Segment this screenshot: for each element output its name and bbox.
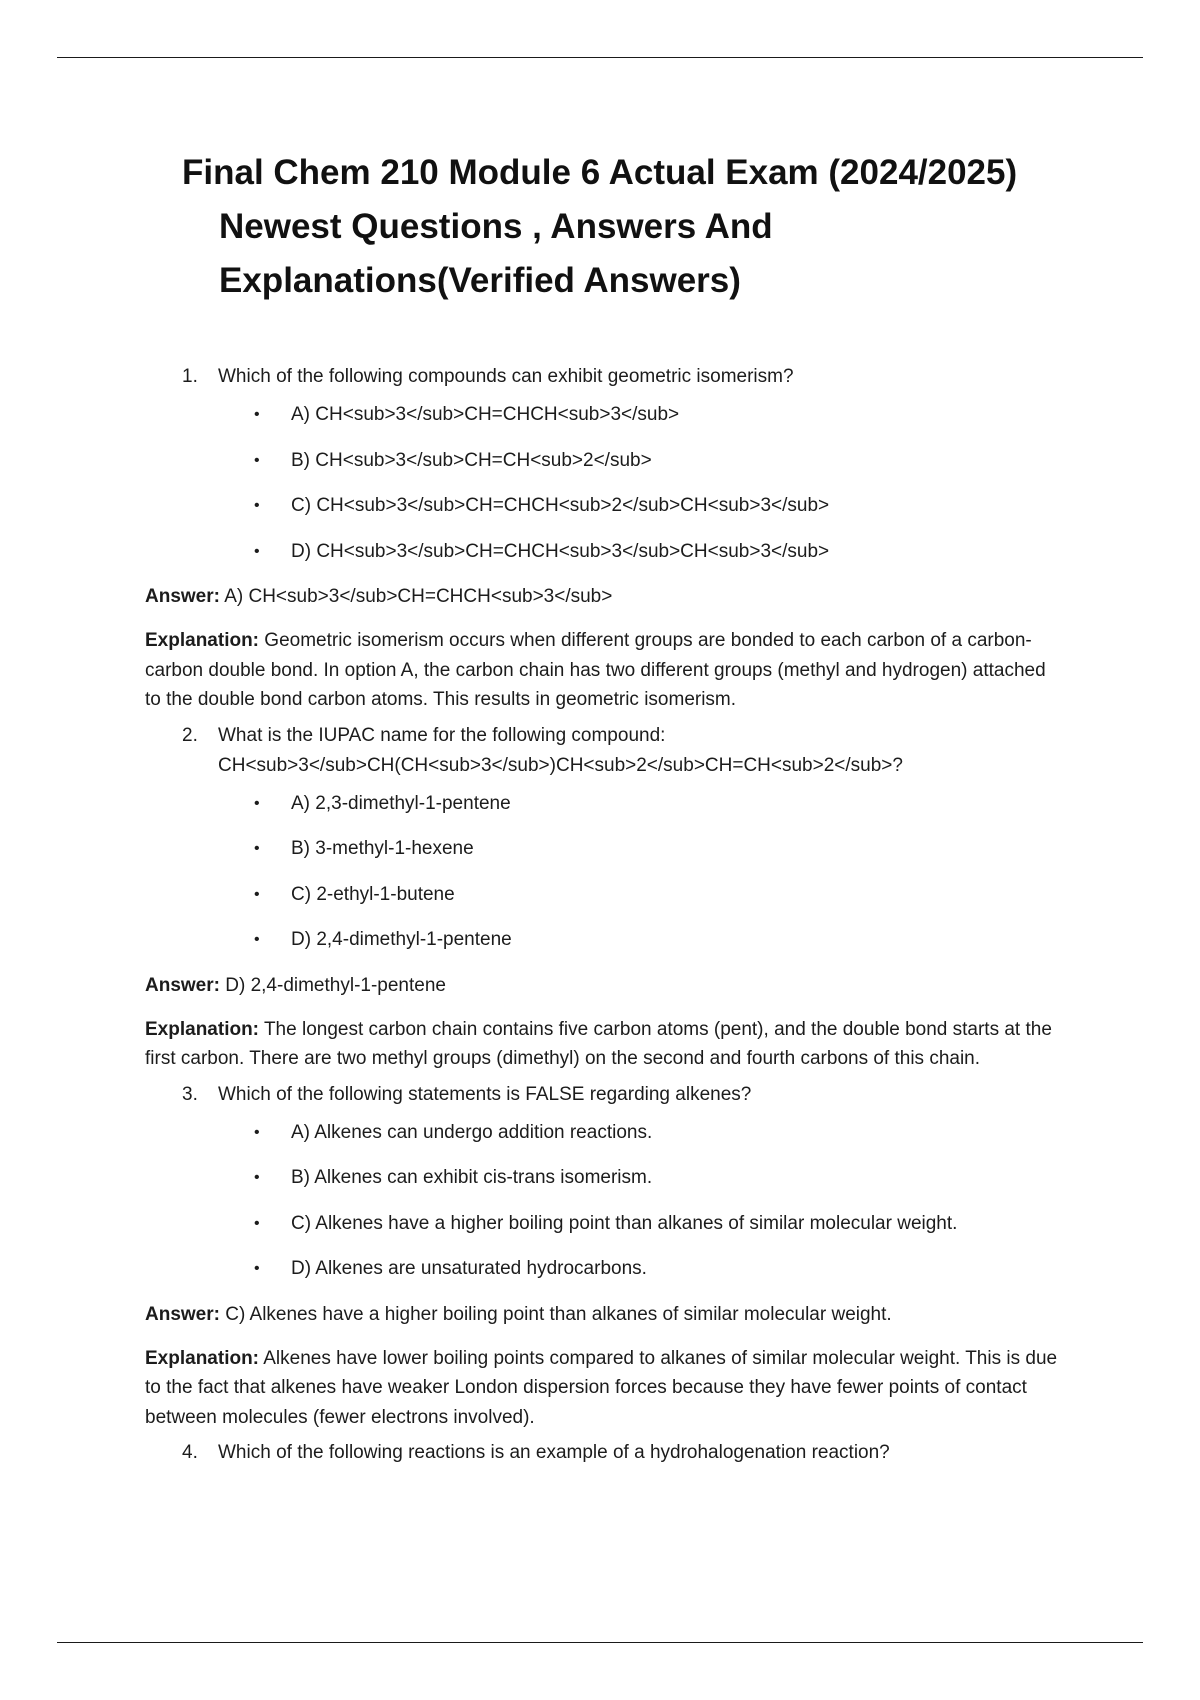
option-text: D) Alkenes are unsaturated hydrocarbons. (291, 1258, 647, 1279)
bullet-icon: • (254, 840, 260, 857)
option-text: A) CH<sub>3</sub>CH=CHCH<sub>3</sub> (291, 404, 680, 425)
question-3-number: 3. (182, 1083, 198, 1105)
option-text: D) CH<sub>3</sub>CH=CHCH<sub>3</sub>CH<sub>3</sub> (291, 540, 830, 562)
question-2-prompt (145, 721, 1060, 781)
question-2-option-d (145, 917, 1060, 963)
question-4-text: Which of the following reactions is an example of a hydrohalogenation reaction? (218, 1442, 890, 1463)
document-title (182, 146, 1112, 308)
question-3-options (145, 1110, 1060, 1292)
question-3-text: Which of the following statements is FALSE regarding alkenes? (218, 1083, 752, 1105)
question-3-option-c (145, 1201, 1060, 1247)
question-3-option-a (145, 1110, 1060, 1156)
question-1-option-a (145, 392, 1060, 438)
answer-text: D) 2,4-dimethyl-1-pentene (225, 974, 446, 996)
question-2-option-c (145, 872, 1060, 918)
explanation-text: The longest carbon chain contains five carbon atoms (pent), and the double bond starts at the first carbon. There are two methyl groups (dimethyl) on the second and fourth carbons of this chain. (145, 1018, 1052, 1069)
question-3-option-d (145, 1246, 1060, 1292)
option-text: C) Alkenes have a higher boiling point than alkanes of similar molecular weight. (291, 1212, 958, 1234)
question-2-options (145, 781, 1060, 963)
question-1-options (145, 392, 1060, 574)
question-2 (145, 721, 1060, 1080)
option-text: A) 2,3-dimethyl-1-pentene (291, 792, 511, 814)
footer-rule (57, 1642, 1143, 1643)
explanation-text: Alkenes have lower boiling points compared to alkanes of similar molecular weight. This is due to the fact that alkenes have weaker London dispersion forces because they have fewer points of contact between molecules (fewer electrons involved). (145, 1347, 1058, 1428)
option-text: D) 2,4-dimethyl-1-pentene (291, 929, 512, 950)
explanation-label: Explanation: (145, 1347, 260, 1369)
question-4-prompt (145, 1438, 1060, 1468)
question-2-explanation (145, 1008, 1060, 1080)
question-2-option-b (145, 826, 1060, 872)
bullet-icon: • (254, 542, 260, 560)
answer-label: Answer: (145, 1303, 220, 1325)
question-1 (145, 362, 1060, 721)
answer-text: A) CH<sub>3</sub>CH=CHCH<sub>3</sub> (224, 586, 613, 607)
question-1-option-b (145, 438, 1060, 484)
title-line-1: Final Chem 210 Module 6 Actual Exam (2024/2025) (182, 153, 1018, 192)
bullet-icon: • (254, 1169, 260, 1186)
bullet-icon: • (254, 451, 260, 469)
question-1-number: 1. (182, 366, 198, 387)
option-text: B) Alkenes can exhibit cis-trans isomerism. (291, 1167, 653, 1188)
answer-label: Answer: (145, 974, 220, 996)
option-text: C) 2-ethyl-1-butene (291, 883, 455, 905)
bullet-icon: • (254, 931, 260, 948)
exam-content (145, 362, 1060, 1468)
answer-text: C) Alkenes have a higher boiling point than alkanes of similar molecular weight. (225, 1303, 892, 1325)
question-3-answer (145, 1292, 1060, 1337)
option-text: A) Alkenes can undergo addition reactions. (291, 1121, 653, 1143)
question-1-text: Which of the following compounds can exhibit geometric isomerism? (218, 366, 794, 387)
bullet-icon: • (254, 794, 260, 812)
option-text: B) CH<sub>3</sub>CH=CH<sub>2</sub> (291, 449, 652, 471)
explanation-text: Geometric isomerism occurs when different groups are bonded to each carbon of a carbon-carbon double bond. In option A, the carbon chain has two different groups (methyl and hydrogen) attached to the double bond carbon atoms. This results in geometric isomerism. (145, 630, 1046, 710)
question-2-text: What is the IUPAC name for the following compound: CH<sub>3</sub>CH(CH<sub>3</sub>)CH<sub>2</sub>CH=CH<sub>2</sub>? (218, 724, 903, 776)
question-2-number: 2. (182, 724, 198, 746)
question-4-number: 4. (182, 1442, 198, 1463)
bullet-icon: • (254, 406, 260, 423)
question-1-explanation (145, 619, 1060, 721)
explanation-label: Explanation: (145, 1018, 260, 1040)
question-1-option-d (145, 529, 1060, 575)
question-3-prompt (145, 1080, 1060, 1110)
option-text: B) 3-methyl-1-hexene (291, 838, 474, 859)
header-rule (57, 57, 1143, 58)
question-1-option-c (145, 483, 1060, 529)
question-3 (145, 1080, 1060, 1439)
title-line-2: Newest Questions , Answers And (219, 207, 773, 246)
bullet-icon: • (254, 1214, 260, 1232)
bullet-icon: • (254, 1260, 260, 1277)
option-text: C) CH<sub>3</sub>CH=CHCH<sub>2</sub>CH<sub>3</sub> (291, 495, 830, 516)
answer-label: Answer: (145, 586, 220, 607)
title-line-3: Explanations(Verified Answers) (219, 261, 741, 300)
explanation-label: Explanation: (145, 630, 260, 651)
bullet-icon: • (254, 1123, 260, 1141)
question-3-explanation (145, 1337, 1060, 1439)
bullet-icon: • (254, 885, 260, 903)
question-1-answer (145, 574, 1060, 619)
bullet-icon: • (254, 497, 260, 514)
question-4 (145, 1438, 1060, 1468)
question-2-answer (145, 963, 1060, 1008)
question-1-prompt (145, 362, 1060, 392)
question-3-option-b (145, 1155, 1060, 1201)
question-2-option-a (145, 781, 1060, 827)
